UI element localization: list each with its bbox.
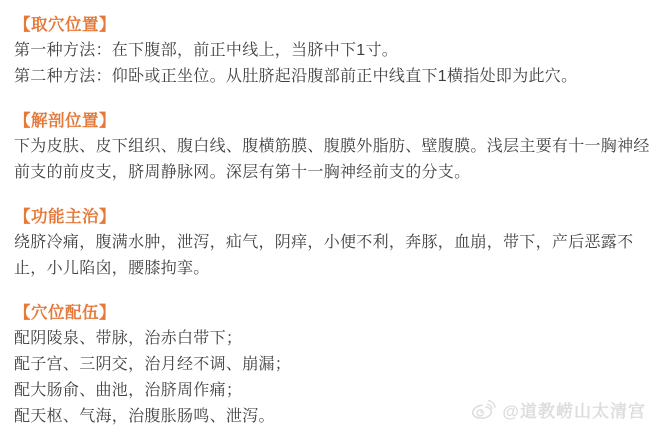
text-line: 绕脐冷痛，腹满水肿，泄泻，疝气，阴痒，小便不利，奔豚，血崩，带下，产后恶露不 — [14, 234, 634, 251]
section-title: 【解剖位置】 — [14, 112, 116, 130]
text-line: 配天枢、气海，治腹胀肠鸣、泄泻。 — [14, 408, 275, 425]
weibo-icon — [471, 399, 497, 420]
section-point-location — [14, 12, 642, 90]
text-line: 配大肠俞、曲池，治脐周作痛； — [14, 382, 243, 399]
text-line: 下为皮肤、皮下组织、腹白线、腹横筋膜、腹膜外脂肪、壁腹膜。浅层主要有十一胸神经 — [14, 138, 650, 155]
section-indications — [14, 204, 642, 282]
watermark-handle: @道教崂山太清宫 — [502, 402, 646, 421]
text-line: 第二种方法：仰卧或正坐位。从肚脐起沿腹部前正中线直下1横指处即为此穴。 — [14, 68, 578, 85]
section-title: 【穴位配伍】 — [14, 304, 116, 322]
section-anatomy — [14, 108, 650, 186]
section-title: 【功能主治】 — [14, 208, 116, 226]
text-line: 前支的前皮支，脐周静脉网。深层有第十一胸神经前支的分支。 — [14, 164, 471, 181]
text-line: 配阴陵泉、带脉，治赤白带下； — [14, 330, 243, 347]
section-title: 【取穴位置】 — [14, 16, 116, 34]
text-line: 第一种方法：在下腹部，前正中线上，当脐中下1寸。 — [14, 42, 399, 59]
text-line: 止，小儿陷囟，腰膝拘挛。 — [14, 260, 210, 277]
watermark — [471, 397, 646, 422]
text-line: 配子宫、三阴交，治月经不调、崩漏； — [14, 356, 292, 373]
